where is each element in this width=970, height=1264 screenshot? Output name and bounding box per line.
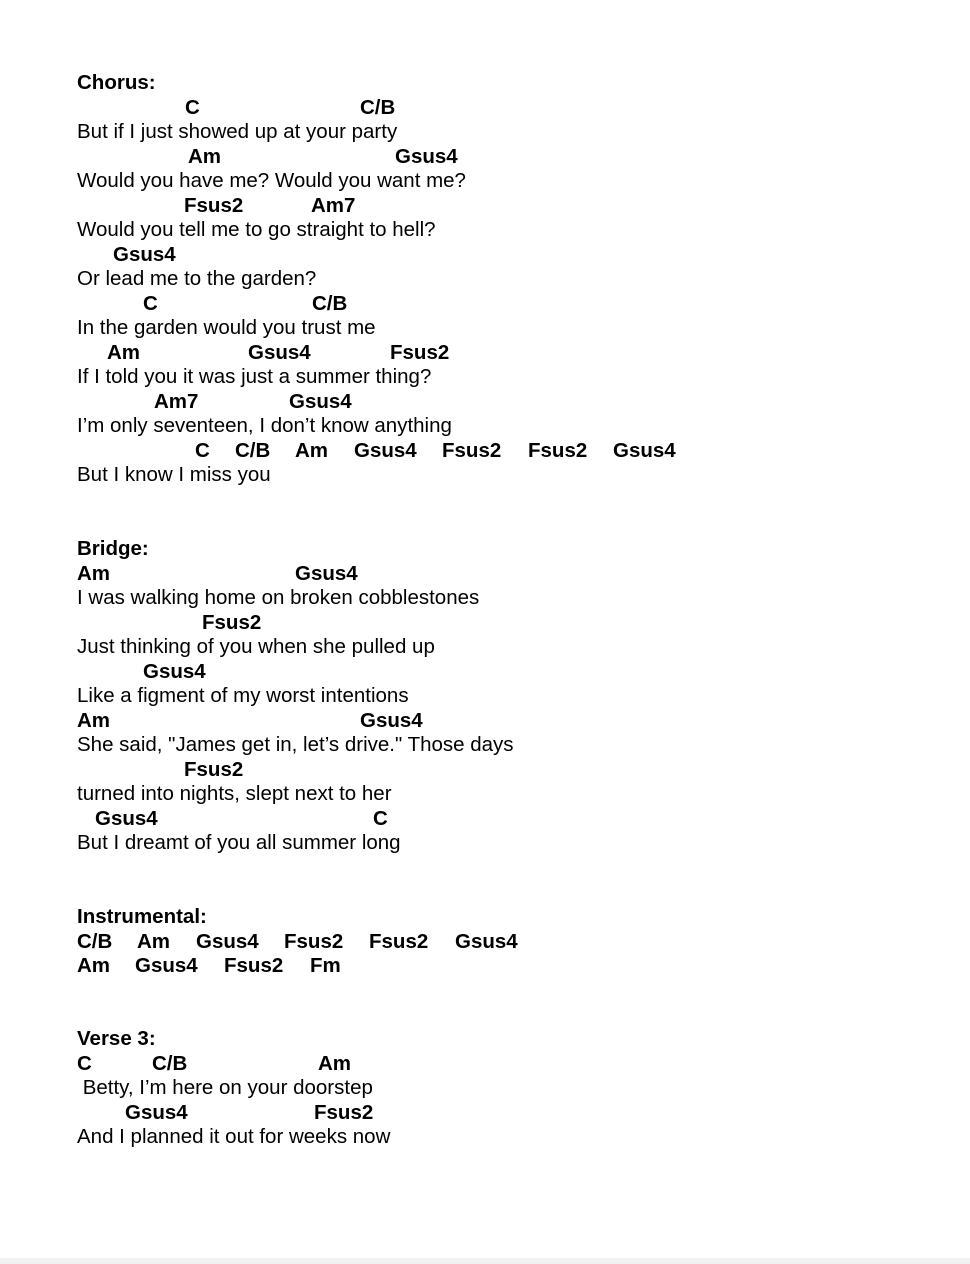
chord: Fsus2 [442, 438, 502, 462]
chord-line [77, 954, 937, 979]
section-heading-bridge: Bridge: [77, 537, 149, 560]
lyric-line: Would you have me? Would you want me? [77, 169, 466, 192]
chord: Fsus2 [184, 757, 244, 781]
chord: Fm [310, 954, 341, 977]
chord: Gsus4 [95, 806, 158, 830]
lyric-line: Would you tell me to go straight to hell? [77, 218, 436, 241]
chord: Gsus4 [360, 708, 423, 732]
chord: C/B [235, 438, 271, 462]
chord: C [185, 95, 200, 119]
chord-line [77, 292, 937, 317]
chord: Gsus4 [289, 389, 352, 413]
chord-line [77, 341, 937, 366]
verse3-section [77, 1027, 937, 1150]
lyric-line: In the garden would you trust me [77, 316, 376, 339]
chord: C/B [312, 291, 348, 315]
lyric-line: I was walking home on broken cobblestones [77, 586, 480, 609]
chord: Am [295, 438, 329, 462]
chord: C [77, 1051, 92, 1075]
chord-line [77, 145, 937, 170]
lyric-line: But I dreamt of you all summer long [77, 831, 401, 854]
chord: Am [77, 954, 111, 977]
chord: Fsus2 [224, 954, 284, 977]
chord-line [77, 709, 937, 734]
chord: Am [318, 1051, 352, 1075]
chord: Am [137, 929, 171, 953]
chord-line [77, 1101, 937, 1126]
chord: Fsus2 [314, 1100, 374, 1124]
chord: Fsus2 [369, 929, 429, 953]
chord: Gsus4 [248, 340, 311, 364]
lyric-line: And I planned it out for weeks now [77, 1125, 391, 1148]
chord: Fsus2 [284, 929, 344, 953]
chord-line [77, 96, 937, 121]
chord: Gsus4 [613, 438, 676, 462]
lyric-line: turned into nights, slept next to her [77, 782, 392, 805]
chord-line [77, 807, 937, 832]
chord: Am [77, 708, 111, 732]
chord: Gsus4 [295, 561, 358, 585]
section-heading-instrumental: Instrumental: [77, 905, 207, 928]
chord-line [77, 194, 937, 219]
lyric-line: If I told you it was just a summer thing? [77, 365, 432, 388]
chord-line [77, 611, 937, 636]
chord-line [77, 439, 937, 464]
chord: Gsus4 [395, 144, 458, 168]
chord: Gsus4 [455, 929, 518, 953]
chord: Gsus4 [354, 438, 417, 462]
chord: Fsus2 [390, 340, 450, 364]
chord: Fsus2 [528, 438, 588, 462]
lyric-line: She said, "James get in, let’s drive." Those days [77, 733, 514, 756]
chord: Fsus2 [184, 193, 244, 217]
bridge-section [77, 537, 937, 856]
chord: Gsus4 [135, 954, 198, 977]
section-heading-chorus: Chorus: [77, 71, 156, 94]
chord-line [77, 390, 937, 415]
chord: C/B [152, 1051, 188, 1075]
chord: Fsus2 [202, 610, 262, 634]
chord: Am [107, 340, 141, 364]
chord: C [373, 806, 388, 830]
chord-line [77, 660, 937, 685]
chord: Gsus4 [196, 929, 259, 953]
chord: Gsus4 [143, 659, 206, 683]
chord-line [77, 562, 937, 587]
page-bottom-edge [0, 1258, 970, 1264]
chord: Am [77, 561, 111, 585]
chord: Am7 [154, 389, 199, 413]
lyric-line: But I know I miss you [77, 463, 271, 486]
chorus-section [77, 71, 937, 488]
chord: Am [188, 144, 222, 168]
instrumental-section [77, 905, 937, 979]
chord-line [77, 1052, 937, 1077]
chord-line [77, 243, 937, 268]
chord: C [195, 438, 210, 462]
chord: Gsus4 [125, 1100, 188, 1124]
lyric-line: But if I just showed up at your party [77, 120, 398, 143]
chord: C/B [360, 95, 396, 119]
chord: C/B [77, 929, 113, 953]
lyric-line: Just thinking of you when she pulled up [77, 635, 435, 658]
section-heading-verse3: Verse 3: [77, 1027, 156, 1050]
lyric-line: Like a figment of my worst intentions [77, 684, 409, 707]
chord: Am7 [311, 193, 356, 217]
chord: C [143, 291, 158, 315]
chord: Gsus4 [113, 242, 176, 266]
chord-line [77, 930, 937, 955]
lyric-line: Betty, I’m here on your doorstep [77, 1076, 373, 1099]
lyric-line: Or lead me to the garden? [77, 267, 317, 290]
lyric-line: I’m only seventeen, I don’t know anything [77, 414, 452, 437]
chord-line [77, 758, 937, 783]
